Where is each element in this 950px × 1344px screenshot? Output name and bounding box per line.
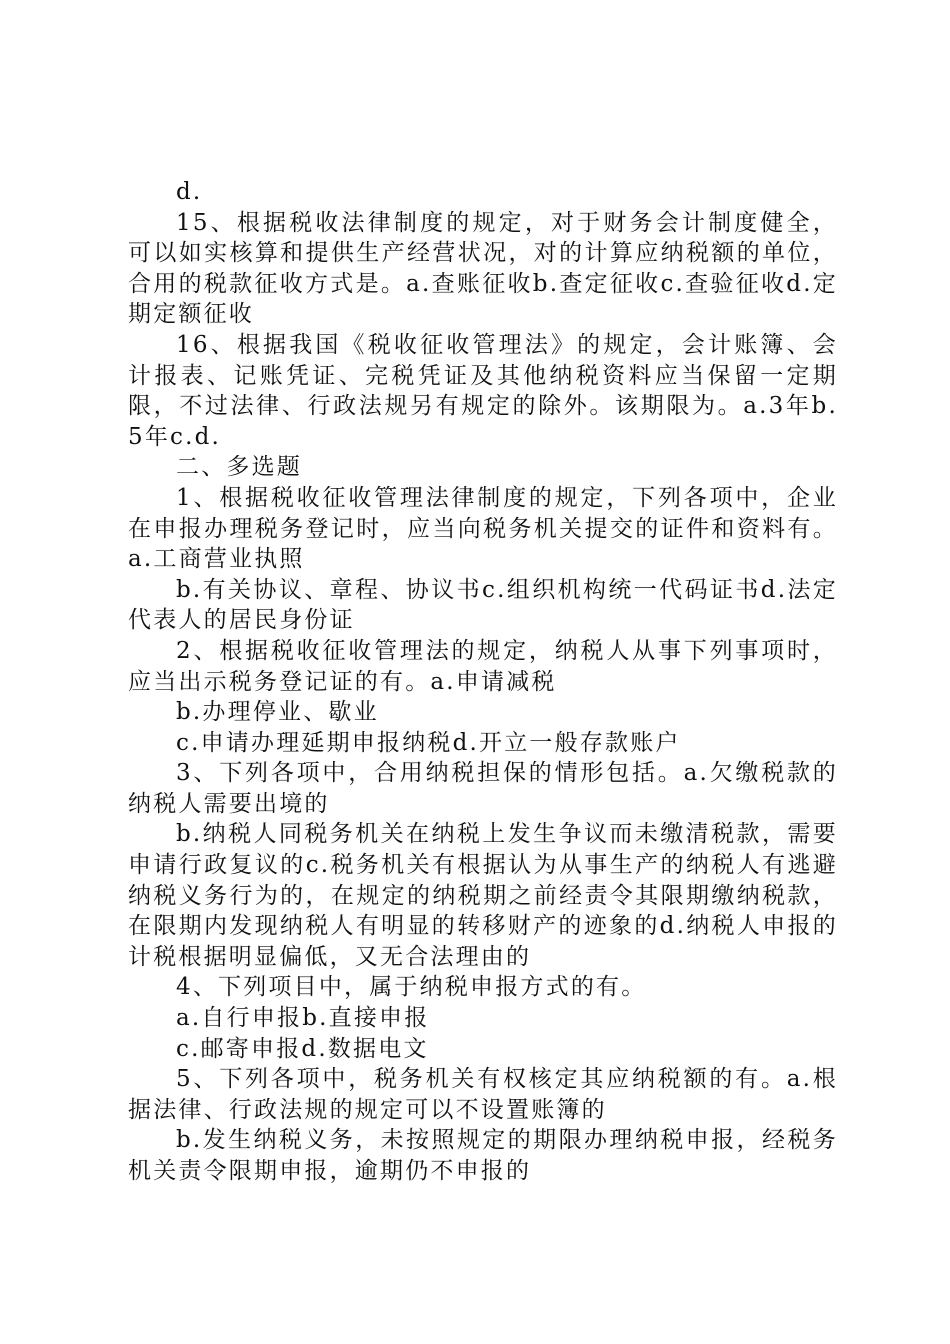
paragraph-question-3: 3、下列各项中，合用纳税担保的情形包括。a.欠缴税款的纳税人需要出境的 (128, 760, 838, 817)
paragraph-question-5: 5、下列各项中，税务机关有权核定其应纳税额的有。a.根据法律、行政法规的规定可以不设置账簿的 (128, 1066, 838, 1123)
section-heading-multiple-choice: 二、多选题 (176, 454, 302, 481)
paragraph-option-d: d. (176, 179, 203, 205)
paragraph-question-4-options-cd: c.邮寄申报d.数据电文 (176, 1035, 429, 1062)
paragraph-question-2-options-cd: c.申请办理延期申报纳税d.开立一般存款账户 (176, 729, 681, 756)
paragraph-question-3-options: b.纳税人同税务机关在纳税上发生争议而未缴清税款，需要申请行政复议的c.税务机关有根据认为从事生产的纳税人有逃避纳税义务行为的，在规定的纳税期之前经责令其限期缴纳税款，在限期内发现纳税人有明显的转移财产的迹象的d.纳税人申报的计税根据明显偏低，又无合法理由的 (128, 821, 838, 970)
paragraph-question-5-option-b: b.发生纳税义务，未按照规定的期限办理纳税申报，经税务机关责令限期申报，逾期仍不申报的 (128, 1127, 838, 1184)
paragraph-question-16: 16、根据我国《税收征收管理法》的规定，会计账簿、会计报表、记账凭证、完税凭证及其他纳税资料应当保留一定期限，不过法律、行政法规另有规定的除外。该期限为。a.3年b.5年c.d. (128, 331, 838, 450)
paragraph-question-2-option-b: b.办理停业、歇业 (176, 699, 379, 726)
paragraph-question-4-options-ab: a.自行申报b.直接申报 (176, 1005, 430, 1032)
paragraph-question-2: 2、根据税收征收管理法的规定，纳税人从事下列事项时，应当出示税务登记证的有。a.申请减税 (128, 637, 838, 695)
paragraph-question-4: 4、下列项目中，属于纳税申报方式的有。 (176, 974, 647, 1001)
paragraph-question-1-options: b.有关协议、章程、协议书c.组织机构统一代码证书d.法定代表人的居民身份证 (128, 576, 838, 634)
document-body (128, 177, 838, 1187)
paragraph-question-1: 1、根据税收征收管理法律制度的规定，下列各项中，企业在申报办理税务登记时，应当向税务机关提交的证件和资料有。a.工商营业执照 (128, 484, 838, 573)
paragraph-question-15: 15、根据税收法律制度的规定，对于财务会计制度健全，可以如实核算和提供生产经营状况，对的计算应纳税额的单位，合用的税款征收方式是。a.查账征收b.查定征收c.查验征收d.定期定额征收 (128, 209, 838, 328)
